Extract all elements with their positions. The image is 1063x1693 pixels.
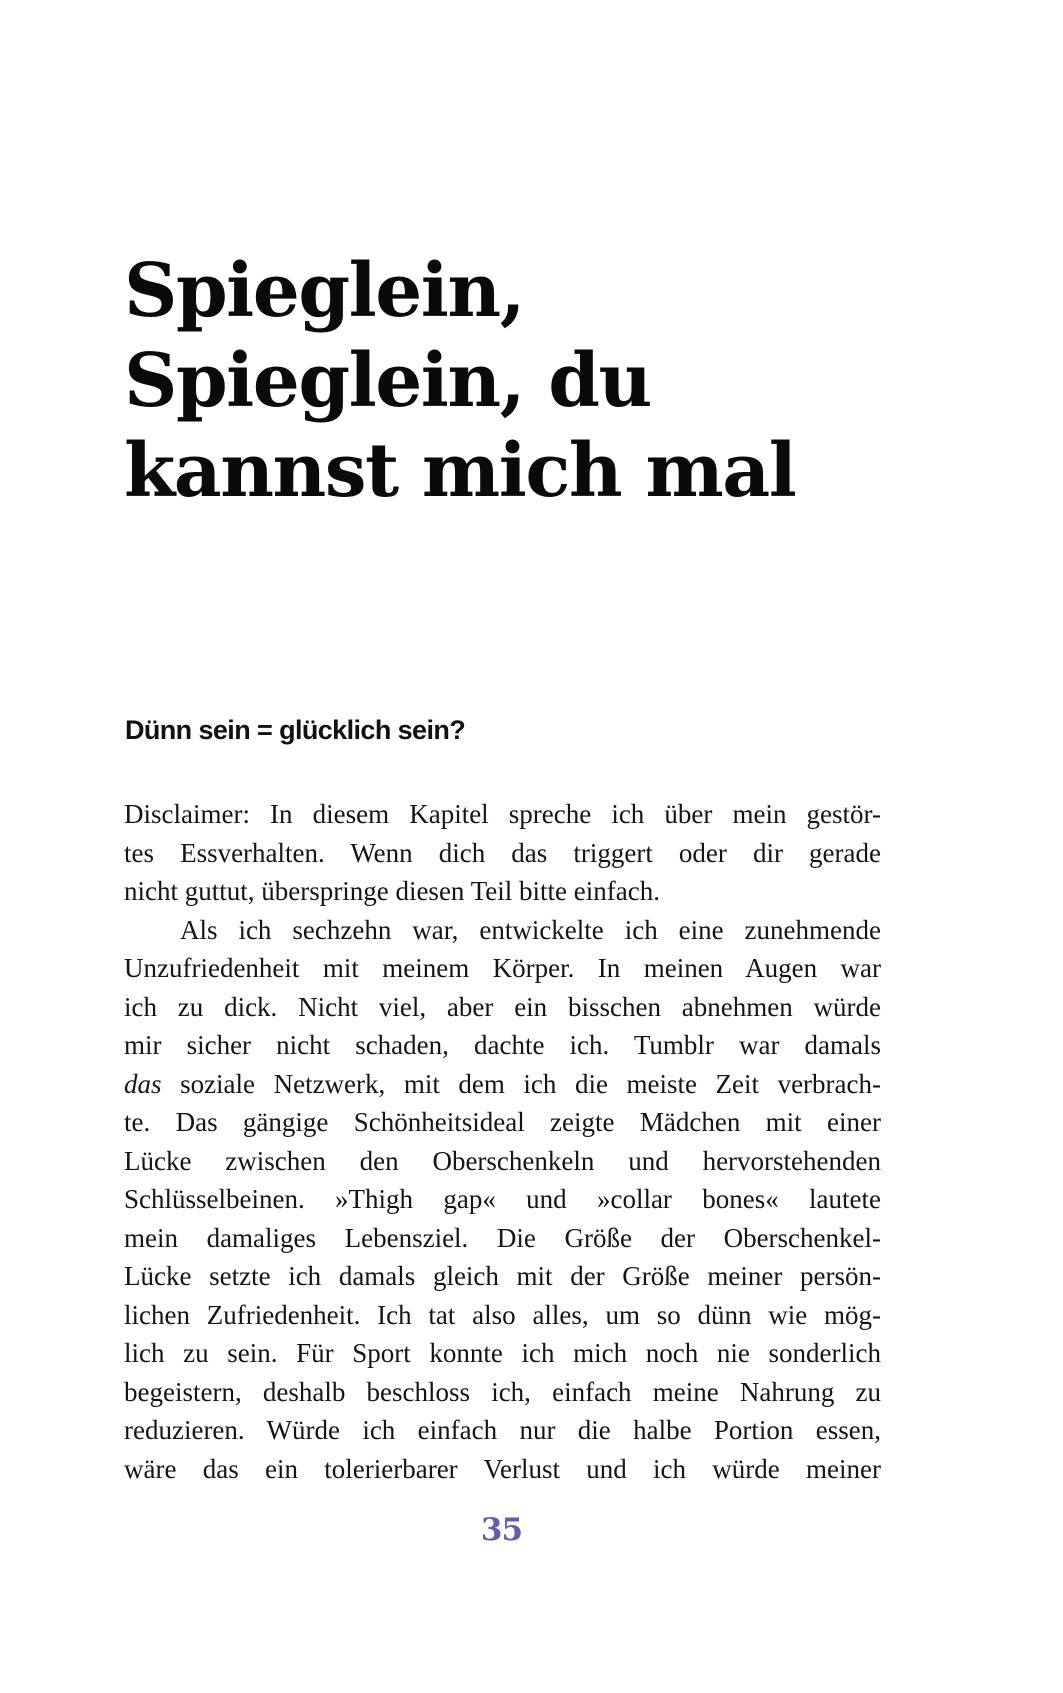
body-text [124,795,881,1488]
chapter-title-line-1: Spieglein, [124,248,524,334]
text-line: Disclaimer: In diesem Kapitel spreche ich über mein gestör- [124,799,881,829]
paragraph-1 [124,795,881,911]
text-line: Schlüsselbeinen. »Thigh gap« und »collar bones« lautete [124,1184,881,1214]
text-line: reduzieren. Würde ich einfach nur die halbe Portion essen, [124,1415,881,1445]
text-line: Unzufriedenheit mit meinem Körper. In meinen Augen war [124,953,881,983]
text-line: mein damaliges Lebensziel. Die Größe der Oberschenkel- [124,1222,881,1253]
text-line: ich zu dick. Nicht viel, aber ein bisschen abnehmen würde [124,991,881,1022]
chapter-title-line-3: kannst mich mal [124,428,796,514]
chapter-title-line-2: Spieglein, du [124,338,651,424]
text-line: lichen Zufriedenheit. Ich tat also alles, um so dünn wie mög- [124,1299,881,1330]
paragraph-2 [124,911,881,1489]
chapter-title [124,246,944,516]
text-line-rest: soziale Netzwerk, mit dem ich die meiste Zeit verbrach- [161,1068,881,1099]
text-line: wäre das ein tolerierbarer Verlust und ich würde meiner [124,1453,881,1484]
text-line: lich zu sein. Für Sport konnte ich mich noch nie sonderlich [124,1338,881,1368]
text-line-with-italic [124,1065,881,1104]
text-line: te. Das gängige Schönheitsideal zeigte Mädchen mit einer [124,1107,881,1137]
text-line: begeistern, deshalb beschloss ich, einfach meine Nahrung zu [124,1376,881,1407]
text-line: mir sicher nicht schaden, dachte ich. Tumblr war damals [124,1030,881,1060]
italic-emphasis: das [124,1068,162,1099]
text-line: Lücke zwischen den Oberschenkeln und hervorstehenden [124,1145,881,1176]
text-line: Lücke setzte ich damals gleich mit der Größe meiner persön- [124,1261,881,1291]
text-line: nicht guttut, überspringe diesen Teil bitte einfach. [124,876,660,906]
text-line: tes Essverhalten. Wenn dich das triggert oder dir gerade [124,837,881,868]
section-heading: Dünn sein = glücklich sein? [125,715,466,745]
text-line: Als ich sechzehn war, entwickelte ich eine zunehmende [180,914,881,945]
page-number: 35 [480,1512,523,1548]
